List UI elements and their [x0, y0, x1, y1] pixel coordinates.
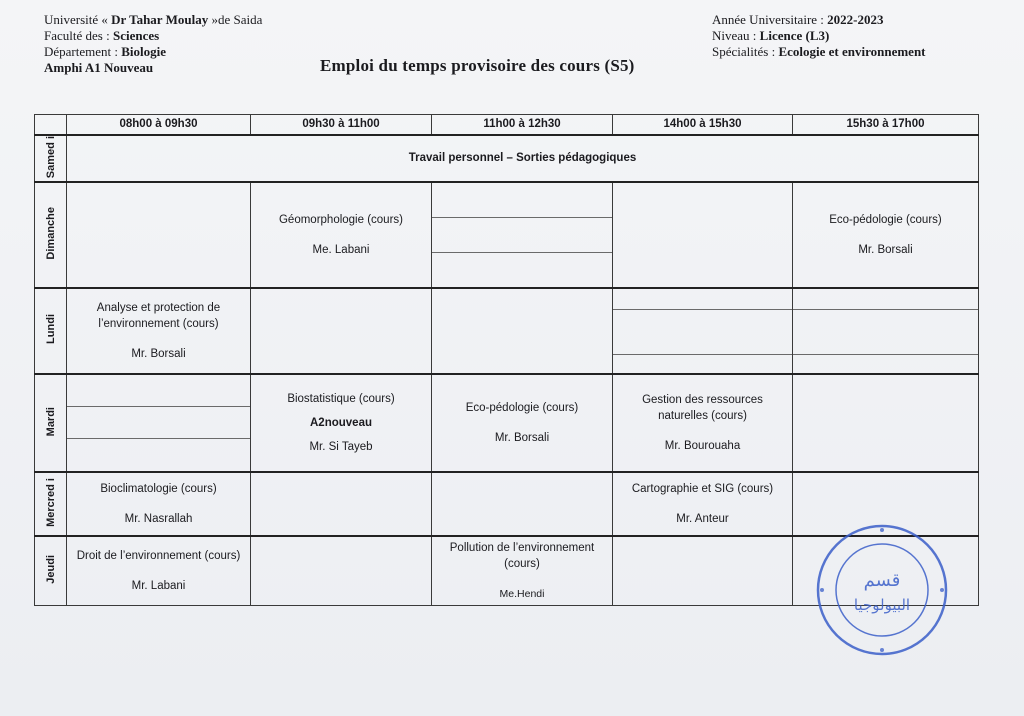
row-mardi: [35, 374, 979, 472]
day-label-jeudi: [35, 536, 67, 606]
split-cell: [613, 288, 793, 374]
course-teacher: Me. Labani: [312, 243, 370, 256]
academic-year-label: Année Universitaire :: [712, 12, 828, 27]
course-teacher: Mr. Bourouaha: [664, 439, 741, 452]
row-lundi: [35, 288, 979, 374]
header-academic: [712, 12, 926, 60]
course-cell: [67, 472, 251, 536]
stamp-text-top: قسم: [863, 570, 901, 591]
day-label-samedi: [35, 135, 67, 182]
university-prefix: Université «: [44, 12, 112, 27]
empty-cell: [432, 472, 613, 536]
course-teacher: Mr. Labani: [131, 579, 186, 592]
row-dimanche: [35, 182, 979, 288]
academic-year-line: [712, 12, 926, 28]
time-slot-4: 14h00 à 15h30: [613, 115, 793, 135]
day-label-lundi: [35, 288, 67, 374]
department-line: [44, 44, 262, 60]
day-mardi-text: Mardi: [44, 406, 57, 436]
course-teacher: Mr. Borsali: [494, 431, 550, 444]
course-teacher: Mr. Si Tayeb: [309, 440, 373, 453]
faculty-label: Faculté des :: [44, 28, 113, 43]
course-title: Droit de l’environnement (cours): [76, 549, 241, 562]
course-teacher: Mr. Anteur: [676, 512, 729, 525]
day-dimanche-text: Dimanche: [44, 206, 57, 260]
level: Licence (L3): [759, 28, 830, 43]
university-suffix: »de Saida: [208, 12, 263, 27]
row-samedi: [35, 135, 979, 182]
specialty-label: Spécialités :: [712, 44, 779, 59]
course-teacher: Mr. Borsali: [858, 243, 913, 256]
course-teacher: Mr. Borsali: [131, 347, 186, 360]
department-label: Département :: [44, 44, 122, 59]
day-label-mercredi: [35, 472, 67, 536]
room-name: Amphi A1 Nouveau: [44, 60, 154, 75]
time-slot-5: 15h30 à 17h00: [793, 115, 979, 135]
empty-cell: [251, 472, 432, 536]
empty-cell: [613, 182, 793, 288]
level-line: [712, 28, 926, 44]
time-header-row: [35, 115, 979, 135]
course-cell: [251, 182, 432, 288]
empty-cell: [251, 288, 432, 374]
split-cell: [432, 182, 613, 288]
course-room: A2nouveau: [310, 416, 372, 429]
empty-cell: [432, 288, 613, 374]
course-cell: [67, 288, 251, 374]
department-stamp: [812, 520, 952, 660]
course-cell: [432, 374, 613, 472]
room-line: [44, 60, 262, 76]
course-title: Analyse et protection de l’environnement (cours): [96, 301, 221, 330]
course-title: Eco-pédologie (cours): [465, 401, 579, 414]
course-teacher: Mr. Nasrallah: [124, 512, 193, 525]
empty-cell: [67, 182, 251, 288]
day-lundi-text: Lundi: [44, 314, 57, 345]
university-name: Dr Tahar Moulay: [111, 12, 209, 27]
day-samedi-text: Samed i: [44, 135, 57, 178]
course-title: Eco-pédologie (cours): [829, 213, 942, 226]
empty-cell: [613, 536, 793, 606]
course-title: Cartographie et SIG (cours): [631, 482, 774, 495]
time-slot-1: 08h00 à 09h30: [67, 115, 251, 135]
corner-cell: [35, 115, 67, 135]
time-slot-3: 11h00 à 12h30: [432, 115, 613, 135]
day-jeudi-text: Jeudi: [44, 555, 57, 584]
university-line: [44, 12, 262, 28]
course-teacher: Me.Hendi: [499, 587, 545, 600]
course-cell: [67, 536, 251, 606]
course-cell: [793, 182, 979, 288]
course-title: Géomorphologie (cours): [278, 213, 403, 226]
faculty-line: [44, 28, 262, 44]
department-name: Biologie: [121, 44, 167, 59]
course-title: Gestion des ressources naturelles (cours): [642, 393, 763, 422]
empty-cell: [251, 536, 432, 606]
level-label: Niveau :: [712, 28, 760, 43]
split-cell: [793, 288, 979, 374]
course-cell: [613, 472, 793, 536]
page-title: Emploi du temps provisoire des cours (S5): [320, 56, 635, 75]
samedi-note: Travail personnel – Sorties pédagogiques: [67, 135, 979, 182]
course-title: Biostatistique (cours): [287, 392, 395, 405]
day-label-dimanche: [35, 182, 67, 288]
header-institution: [44, 12, 262, 76]
stamp-text-bottom: البيولوجيا: [853, 596, 911, 614]
course-title: Bioclimatologie (cours): [100, 482, 217, 495]
empty-cell: [793, 374, 979, 472]
specialty: Ecologie et environnement: [778, 44, 926, 59]
course-cell: [251, 374, 432, 472]
faculty-name: Sciences: [112, 28, 160, 43]
time-slot-2: 09h30 à 11h00: [251, 115, 432, 135]
day-label-mardi: [35, 374, 67, 472]
academic-year: 2022-2023: [827, 12, 884, 27]
split-cell: [67, 374, 251, 472]
course-cell: [432, 536, 613, 606]
day-mercredi-text: Mercred i: [44, 477, 57, 527]
course-title: Pollution de l’environnement (cours): [449, 541, 595, 570]
specialty-line: [712, 44, 926, 60]
course-cell: [613, 374, 793, 472]
